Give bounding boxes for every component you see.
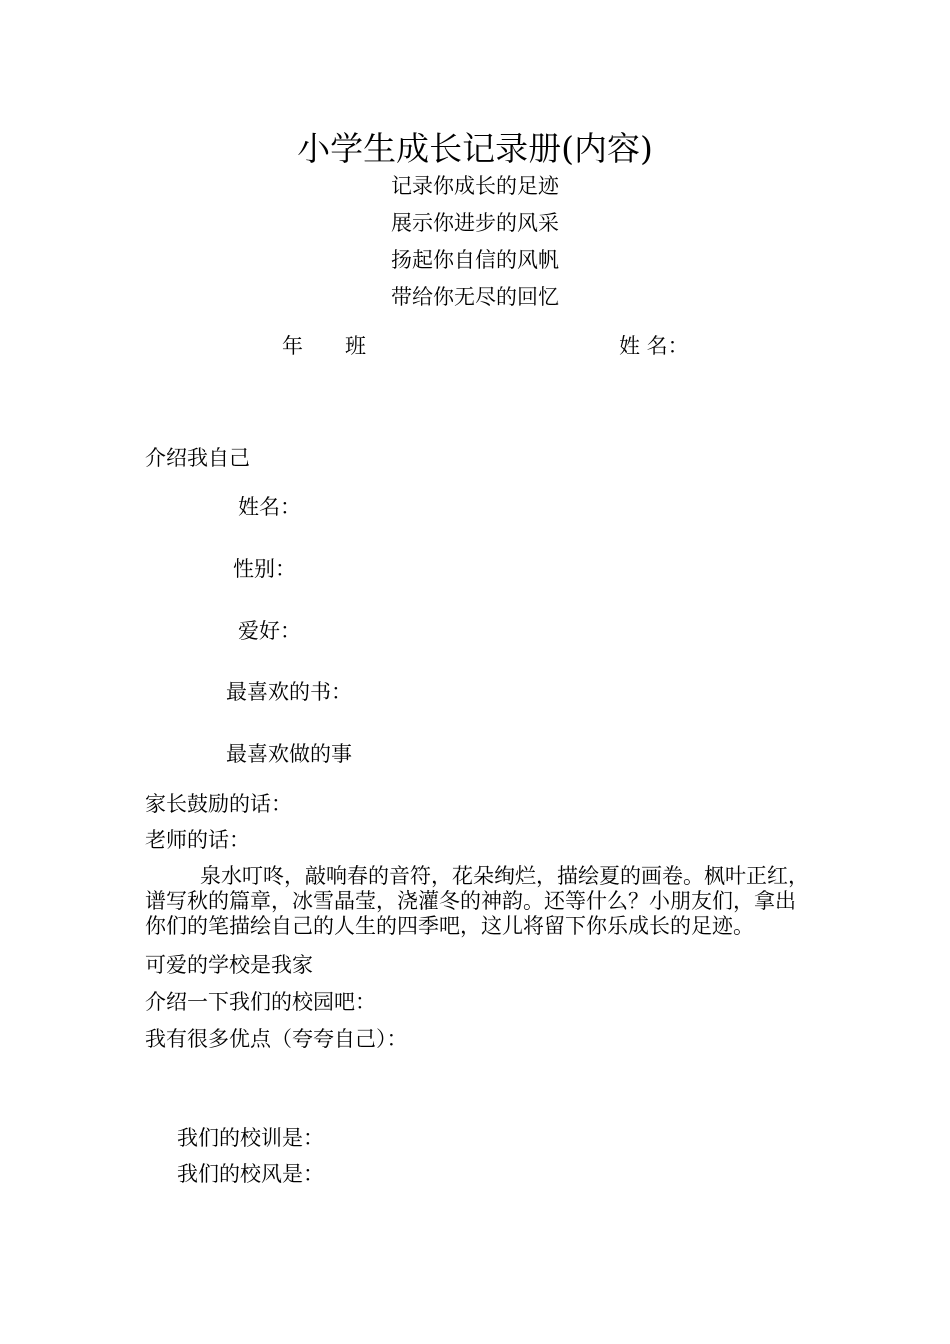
motto-line-3: 扬起你自信的风帆 [391, 248, 559, 272]
field-hobby-label: 爱好： [238, 619, 301, 643]
intro-campus-label: 介绍一下我们的校园吧： [145, 990, 376, 1014]
motto-line-4: 带给你无尽的回忆 [391, 285, 559, 309]
school-spirit-label: 我们的校风是： [177, 1162, 324, 1186]
field-favorite-activity-label: 最喜欢做的事 [226, 742, 352, 766]
paragraph-line-1: 泉水叮咚，敲响春的音符，花朵绚烂，描绘夏的画卷。枫叶正红， [200, 864, 809, 888]
header-name-label: 姓 名： [619, 334, 689, 358]
class-label: 班 [345, 334, 366, 358]
paragraph-line-3: 你们的笔描绘自己的人生的四季吧，这儿将留下你乐成长的足迹。 [145, 914, 754, 938]
intro-paragraph [145, 864, 810, 939]
teacher-words-label: 老师的话： [145, 828, 250, 852]
grade-label: 年 [282, 334, 303, 358]
page-title: 小学生成长记录册(内容) [297, 129, 653, 168]
my-strengths-label: 我有很多优点（夸夸自己）： [145, 1027, 408, 1051]
motto-line-2: 展示你进步的风采 [391, 211, 559, 235]
section-intro-heading: 介绍我自己 [145, 446, 250, 470]
paragraph-line-2: 谱写秋的篇章，冰雪晶莹，浇灌冬的神韵。还等什么？小朋友们，拿出 [145, 889, 796, 913]
school-motto-label: 我们的校训是： [177, 1126, 324, 1150]
parent-words-label: 家长鼓励的话： [145, 792, 292, 816]
field-name-label: 姓名： [238, 495, 301, 519]
field-gender-label: 性别： [233, 557, 296, 581]
motto-line-1: 记录你成长的足迹 [391, 174, 559, 198]
field-favorite-book-label: 最喜欢的书： [226, 680, 352, 704]
school-home-heading: 可爱的学校是我家 [145, 953, 313, 977]
